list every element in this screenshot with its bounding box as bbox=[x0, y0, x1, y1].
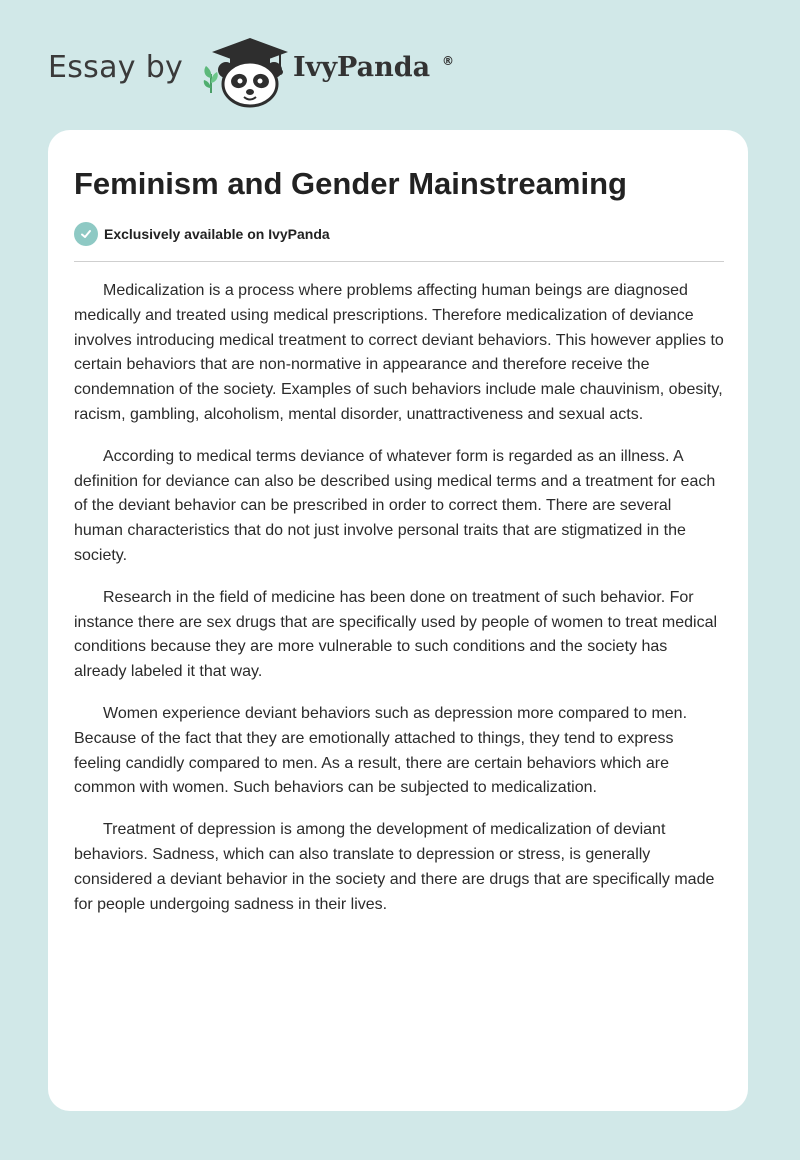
essay-card bbox=[48, 130, 748, 1111]
essay-by-label: Essay by bbox=[48, 50, 184, 85]
paragraph: According to medical terms deviance of whatever form is regarded as an illness. A definition for deviance can also be described using medical terms and a treatment for each of the deviant behavior can be prescribed in order to correct them. There are several human characteristics that do not just involve personal traits that are stigmatized in the society. bbox=[74, 447, 716, 564]
check-circle-icon bbox=[74, 222, 98, 246]
page-title: Feminism and Gender Mainstreaming bbox=[74, 166, 627, 201]
exclusive-badge bbox=[74, 222, 330, 246]
brand-name: IvyPanda bbox=[293, 52, 431, 83]
panda-graduation-cap-icon bbox=[210, 36, 290, 108]
paragraph: Treatment of depression is among the development of medicalization of deviant behaviors. Sadness, which can also translate to depression or stress, is generally considered a deviant behavior in the society and there are drugs that are specifically made for people undergoing sadness in their lives. bbox=[74, 821, 715, 913]
divider bbox=[74, 261, 724, 262]
registered-mark: ® bbox=[442, 54, 454, 68]
exclusive-badge-label: Exclusively available on IvyPanda bbox=[104, 226, 330, 242]
paragraph: Women experience deviant behaviors such as depression more compared to men. Because of the fact that they are emotionally attached to things, they tend to express feeling candidly compared to men. As a result, there are certain behaviors which are common with women. Such behaviors can be subjected to medicalization. bbox=[74, 704, 688, 797]
paragraph: Medicalization is a process where problems affecting human beings are diagnosed medically and treated using medical prescriptions. Therefore medicalization of deviance involves introducing medical treatment to correct deviant behaviors. This however applies to certain behaviors that are non-normative in appearance and therefore receive the condemnation of the society. Examples of such behaviors include male chauvinism, obesity, racism, gambling, alcoholism, mental disorder, unattractiveness and sexual acts. bbox=[74, 282, 724, 423]
paragraph: Research in the field of medicine has been done on treatment of such behavior. For instance there are sex drugs that are specifically used by people of women to treat medical conditions because they are more vulnerable to such conditions and the society has already labeled it that way. bbox=[74, 588, 718, 681]
essay-body bbox=[74, 279, 724, 934]
site-header bbox=[0, 0, 800, 120]
